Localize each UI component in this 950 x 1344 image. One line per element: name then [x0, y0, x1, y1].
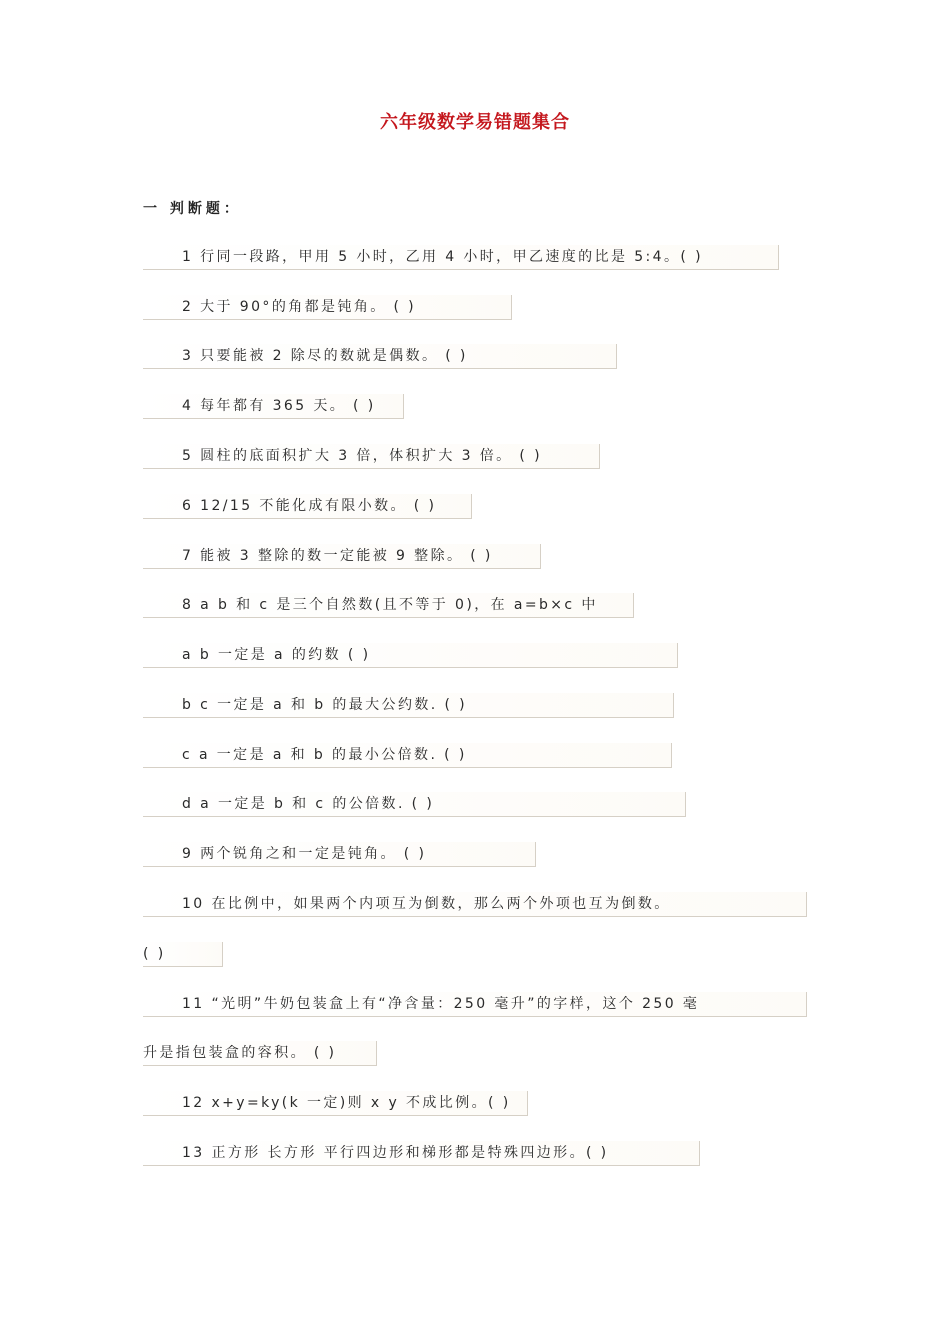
- question-1: 1 行同一段路，甲用 5 小时，乙用 4 小时，甲乙速度的比是 5:4。( ): [143, 245, 779, 270]
- question-13: 13 正方形 长方形 平行四边形和梯形都是特殊四边形。( ): [143, 1141, 700, 1166]
- section-heading: 一 判断题：: [143, 201, 242, 217]
- question-8: 8 a b 和 c 是三个自然数(且不等于 0)，在 a=b×c 中: [143, 593, 634, 618]
- question-8d: d a 一定是 b 和 c 的公倍数. ( ): [143, 792, 686, 817]
- question-5: 5 圆柱的底面积扩大 3 倍，体积扩大 3 倍。 ( ): [143, 444, 600, 469]
- question-8c: c a 一定是 a 和 b 的最小公倍数. ( ): [143, 743, 672, 768]
- question-10: 10 在比例中，如果两个内项互为倒数，那么两个外项也互为倒数。: [143, 892, 807, 917]
- question-9: 9 两个锐角之和一定是钝角。 ( ): [143, 842, 536, 867]
- question-4: 4 每年都有 365 天。 ( ): [143, 394, 404, 419]
- question-8a: a b 一定是 a 的约数 ( ): [143, 643, 678, 668]
- question-12: 12 x+y=ky(k 一定)则 x y 不成比例。( ): [143, 1091, 528, 1116]
- question-11: 11 “光明”牛奶包装盒上有“净含量：250 毫升”的字样，这个 250 毫: [143, 992, 807, 1017]
- document-title: 六年级数学易错题集合: [380, 112, 570, 133]
- question-10-continued: ( ): [143, 942, 223, 967]
- question-3: 3 只要能被 2 除尽的数就是偶数。 ( ): [143, 344, 617, 369]
- question-7: 7 能被 3 整除的数一定能被 9 整除。 ( ): [143, 544, 541, 569]
- question-6: 6 12/15 不能化成有限小数。 ( ): [143, 494, 472, 519]
- question-11-continued: 升是指包装盒的容积。 ( ): [143, 1041, 377, 1066]
- question-8b: b c 一定是 a 和 b 的最大公约数. ( ): [143, 693, 674, 718]
- question-2: 2 大于 90°的角都是钝角。 ( ): [143, 295, 512, 320]
